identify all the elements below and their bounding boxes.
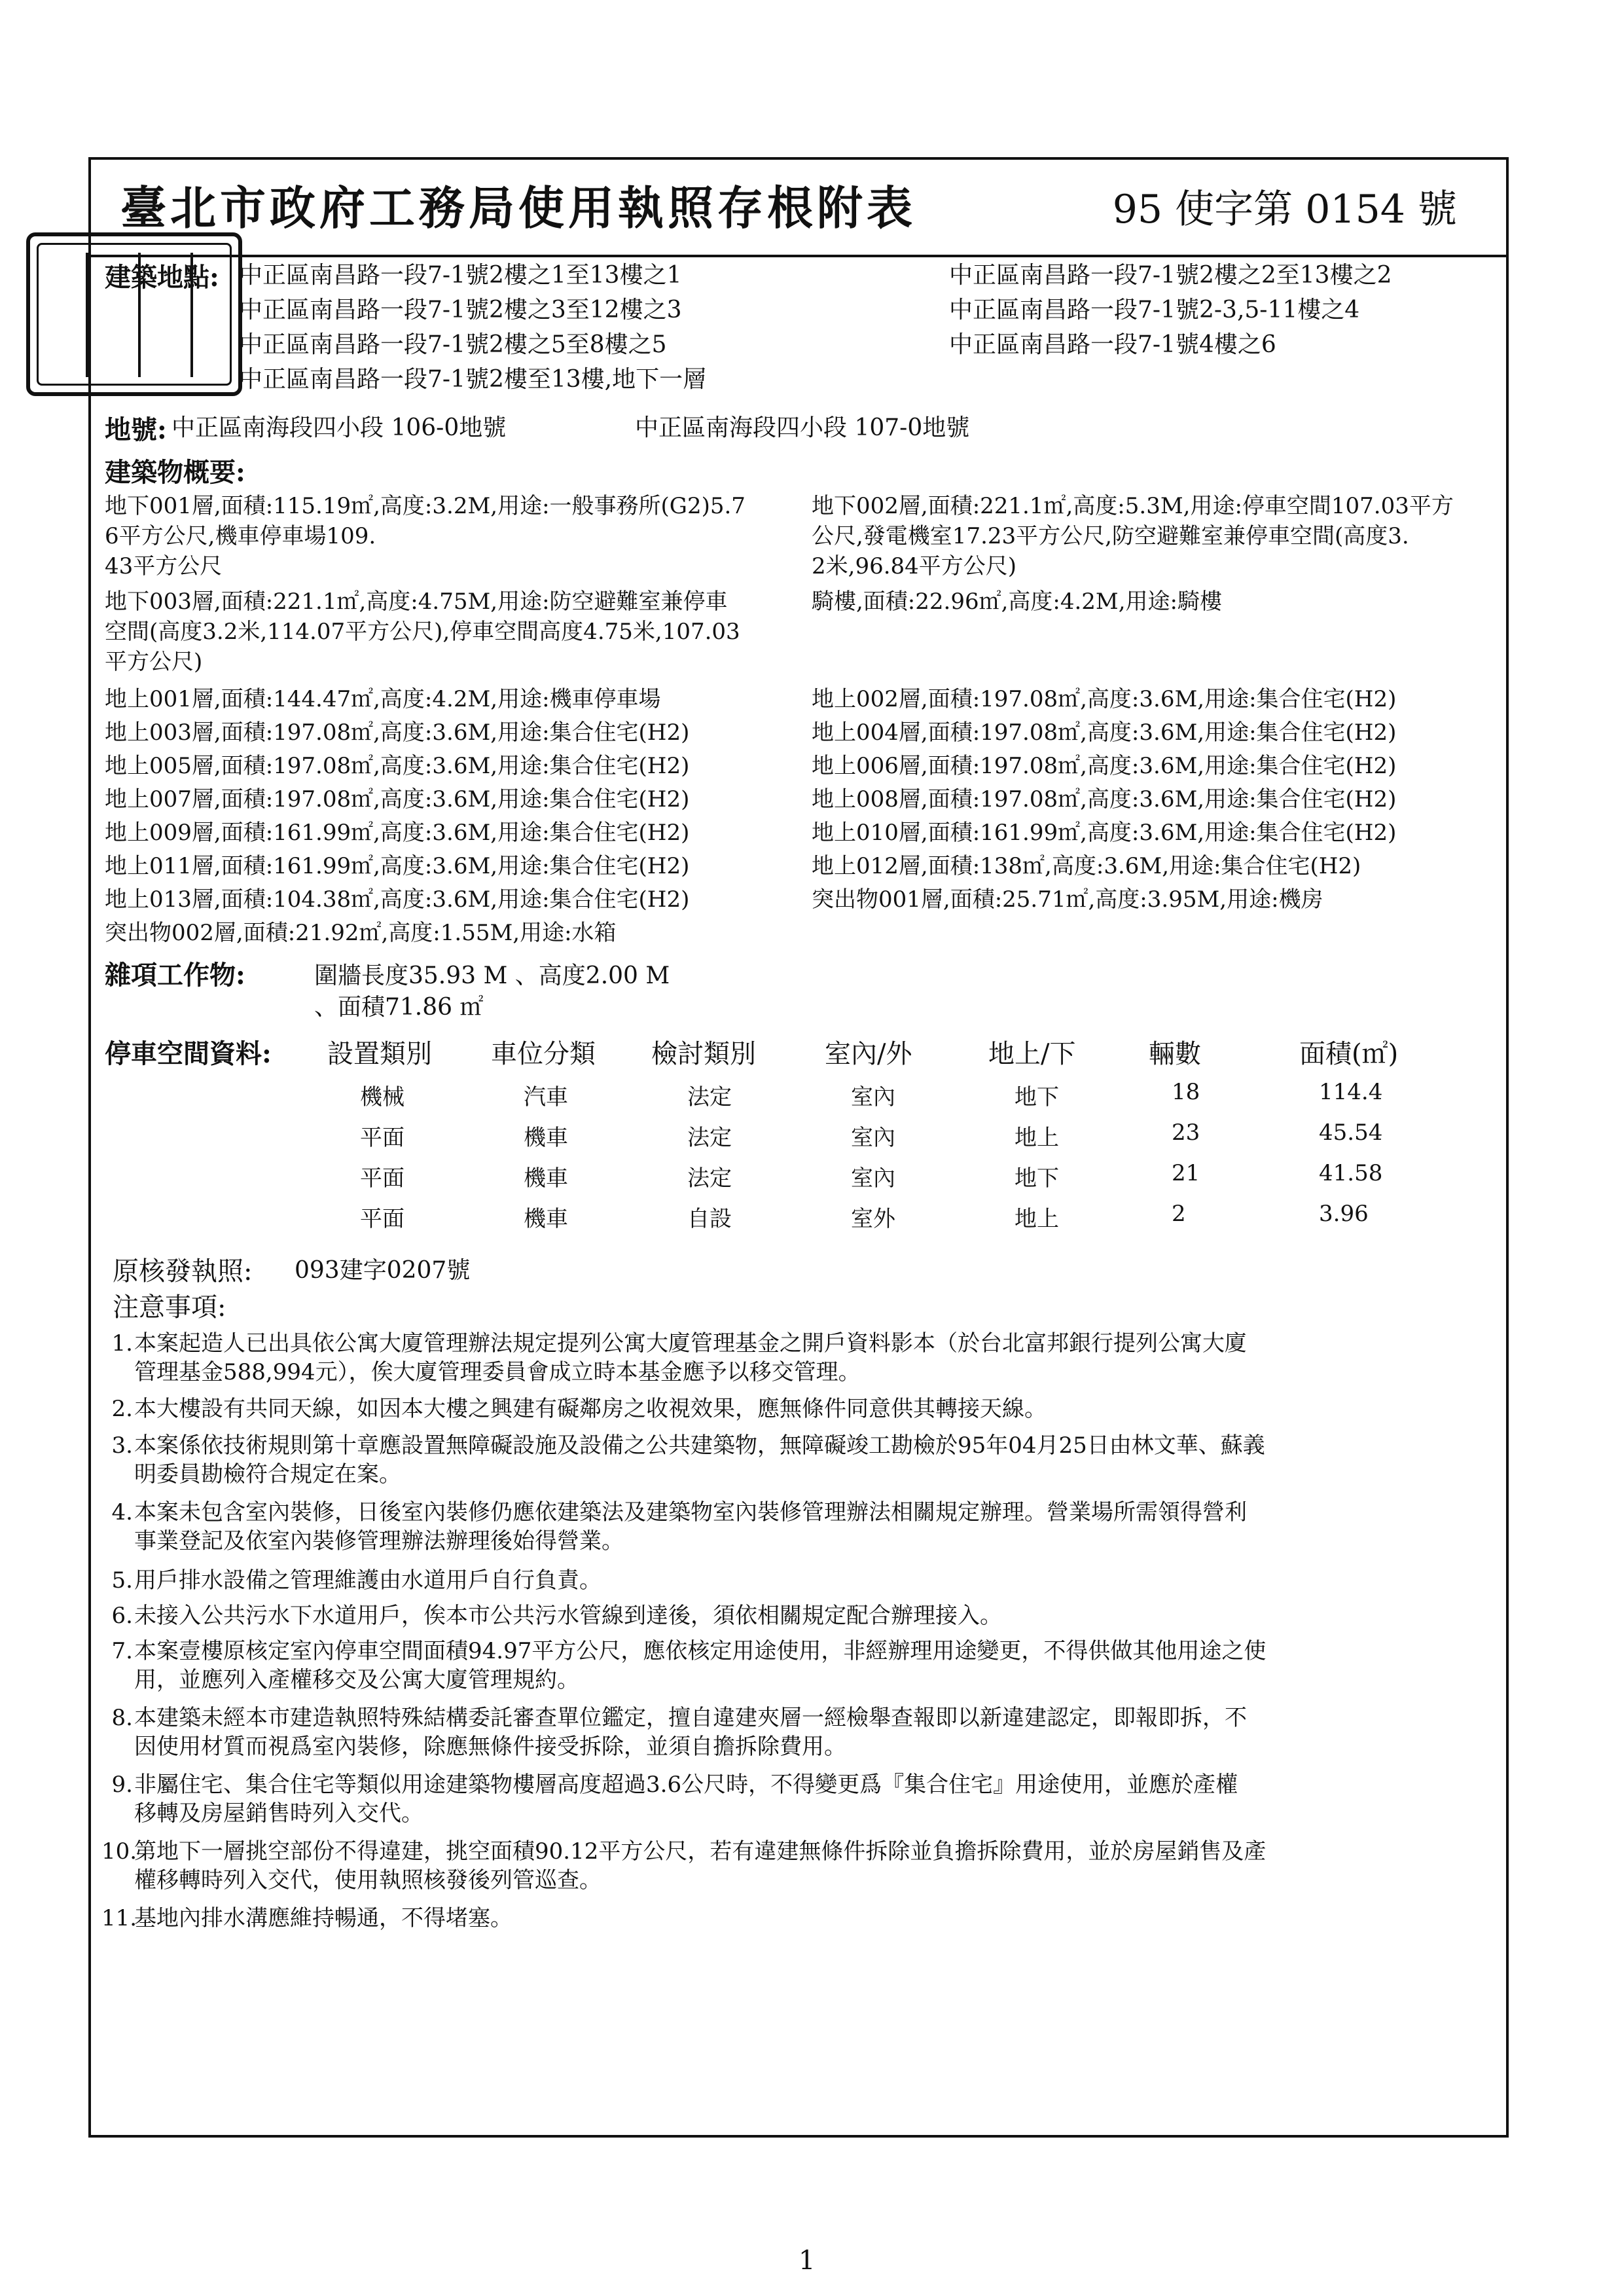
note-line: 權移轉時列入交代，使用執照核發後列管巡查。: [134, 1867, 602, 1893]
note-item-5: [111, 1566, 1502, 1595]
note-line: 本案起造人已出具依公寓大廈管理辦法規定提列公寓大廈管理基金之開戶資料影本（於台北富邦銀行提列公寓大廈: [134, 1330, 1247, 1357]
parking-header-level: 地上/下: [988, 1039, 1076, 1069]
b2-line-1: 地下002層,面積:221.1㎡,高度:5.3M,用途:停車空間107.03平方: [812, 493, 1454, 519]
floor-left-3: 地上005層,面積:197.08㎡,高度:3.6M,用途:集合住宅(H2): [105, 753, 690, 779]
parking-cell: 41.58: [1319, 1160, 1383, 1186]
parking-cell: 地上: [1015, 1206, 1059, 1232]
parking-cell: 2: [1172, 1201, 1186, 1227]
location-right-2: 中正區南昌路一段7-1號2-3,5-11樓之4: [949, 297, 1360, 323]
floor-right-6: 地上012層,面積:138㎡,高度:3.6M,用途:集合住宅(H2): [812, 853, 1361, 879]
parking-cell: 114.4: [1319, 1079, 1383, 1105]
original-permit-label: 原核發執照:: [113, 1256, 253, 1286]
location-right-3: 中正區南昌路一段7-1號4樓之6: [949, 331, 1276, 358]
note-item-3: [111, 1431, 1502, 1489]
location-right-1: 中正區南昌路一段7-1號2樓之2至13樓之2: [949, 262, 1392, 289]
location-left-4: 中正區南昌路一段7-1號2樓至13樓,地下一層: [239, 366, 707, 393]
floor-left-4: 地上007層,面積:197.08㎡,高度:3.6M,用途:集合住宅(H2): [105, 786, 690, 812]
parking-cell: 室內: [851, 1125, 895, 1151]
note-number: 2.: [111, 1396, 133, 1422]
note-item-9: [111, 1770, 1502, 1828]
parking-header-type: 設置類別: [327, 1039, 432, 1069]
parking-header-area: 面積(㎡): [1299, 1039, 1399, 1069]
lot-value-2: 中正區南海段四小段 107-0地號: [635, 414, 970, 441]
note-number: 5.: [111, 1567, 133, 1594]
note-line: 本大樓設有共同天線，如因本大樓之興建有礙鄰房之收視效果，應無條件同意供其轉接天線。: [134, 1396, 1047, 1422]
parking-cell: 室內: [851, 1165, 895, 1192]
note-number: 3.: [111, 1432, 133, 1459]
parking-header-review: 檢討類別: [651, 1039, 756, 1069]
floor-left-6: 地上011層,面積:161.99㎡,高度:3.6M,用途:集合住宅(H2): [105, 853, 690, 879]
b1-line-3: 43平方公尺: [105, 553, 223, 579]
parking-cell: 機械: [360, 1084, 404, 1110]
note-item-7: [111, 1637, 1502, 1694]
parking-header-indoor: 室內/外: [825, 1039, 912, 1069]
note-number: 8.: [111, 1705, 133, 1731]
parking-header-vehicle: 車位分類: [491, 1039, 596, 1069]
parking-cell: 地上: [1015, 1125, 1059, 1151]
misc-line-1: 圍牆長度35.93 M 、高度2.00 M: [314, 962, 670, 989]
parking-cell: 23: [1172, 1120, 1200, 1146]
parking-cell: 機車: [524, 1206, 568, 1232]
note-line: 第地下一層挑空部份不得違建，挑空面積90.12平方公尺，若有違建無條件拆除並負擔拆除費用，並於房屋銷售及產: [134, 1838, 1267, 1865]
b1-line-1: 地下001層,面積:115.19㎡,高度:3.2M,用途:一般事務所(G2)5.7: [105, 493, 746, 519]
misc-line-2: 、面積71.86 ㎡: [314, 994, 484, 1021]
parking-cell: 機車: [524, 1125, 568, 1151]
location-left-3: 中正區南昌路一段7-1號2樓之5至8樓之5: [239, 331, 667, 358]
note-item-11: [101, 1904, 1502, 1933]
b3-line-2: 空間(高度3.2米,114.07平方公尺),停車空間高度4.75米,107.03: [105, 619, 740, 645]
note-line: 用，並應列入產權移交及公寓大廈管理規約。: [134, 1667, 579, 1693]
floor-left-5: 地上009層,面積:161.99㎡,高度:3.6M,用途:集合住宅(H2): [105, 820, 690, 846]
note-item-8: [111, 1704, 1502, 1761]
floor-right-7: 突出物001層,面積:25.71㎡,高度:3.95M,用途:機房: [812, 886, 1323, 913]
parking-cell: 自設: [687, 1206, 732, 1232]
note-line: 管理基金588,994元），俟大廈管理委員會成立時本基金應予以移交管理。: [134, 1359, 861, 1385]
permit-number: 95 使字第 0154 號: [1112, 187, 1457, 232]
note-line: 明委員勘檢符合規定在案。: [134, 1461, 401, 1487]
b3-line-3: 平方公尺): [105, 649, 203, 675]
parking-cell: 法定: [687, 1084, 732, 1110]
parking-cell: 法定: [687, 1125, 732, 1151]
b3-line-1: 地下003層,面積:221.1㎡,高度:4.75M,用途:防空避難室兼停車: [105, 589, 728, 615]
parking-cell: 地下: [1015, 1084, 1059, 1110]
document-title: 臺北市政府工務局使用執照存根附表: [120, 181, 916, 235]
parking-cell: 3.96: [1319, 1201, 1369, 1227]
parking-cell: 平面: [360, 1206, 404, 1232]
note-line: 基地內排水溝應維持暢通，不得堵塞。: [134, 1905, 512, 1931]
parking-cell: 汽車: [524, 1084, 568, 1110]
note-line: 本案壹樓原核定室內停車空間面積94.97平方公尺，應依核定用途使用，非經辦理用途變更，不得供做其他用途之使: [134, 1638, 1267, 1664]
note-number: 4.: [111, 1499, 133, 1525]
floor-left-2: 地上003層,面積:197.08㎡,高度:3.6M,用途:集合住宅(H2): [105, 720, 690, 746]
parking-cell: 室內: [851, 1084, 895, 1110]
floor-left-8: 突出物002層,面積:21.92㎡,高度:1.55M,用途:水箱: [105, 920, 617, 946]
b2-line-2: 公尺,發電機室17.23平方公尺,防空避難室兼停車空間(高度3.: [812, 523, 1409, 549]
note-number: 11.: [101, 1905, 137, 1931]
parking-cell: 機車: [524, 1165, 568, 1192]
location-left-1: 中正區南昌路一段7-1號2樓之1至13樓之1: [239, 262, 682, 289]
note-line: 移轉及房屋銷售時列入交代。: [134, 1800, 423, 1827]
note-number: 7.: [111, 1638, 133, 1664]
note-line: 事業登記及依室內裝修管理辦法辦理後始得營業。: [134, 1528, 624, 1554]
parking-cell: 平面: [360, 1125, 404, 1151]
floor-right-1: 地上002層,面積:197.08㎡,高度:3.6M,用途:集合住宅(H2): [812, 686, 1397, 712]
parking-cell: 45.54: [1319, 1120, 1383, 1146]
floor-left-7: 地上013層,面積:104.38㎡,高度:3.6M,用途:集合住宅(H2): [105, 886, 690, 913]
floor-right-3: 地上006層,面積:197.08㎡,高度:3.6M,用途:集合住宅(H2): [812, 753, 1397, 779]
lot-value-1: 中正區南海段四小段 106-0地號: [171, 414, 507, 441]
floor-right-5: 地上010層,面積:161.99㎡,高度:3.6M,用途:集合住宅(H2): [812, 820, 1397, 846]
note-number: 6.: [111, 1603, 133, 1629]
floor-right-2: 地上004層,面積:197.08㎡,高度:3.6M,用途:集合住宅(H2): [812, 720, 1397, 746]
note-number: 1.: [111, 1330, 133, 1357]
note-item-6: [111, 1601, 1502, 1630]
original-permit-value: 093建字0207號: [295, 1257, 471, 1284]
location-label: 建築地點:: [105, 262, 219, 293]
note-line: 本案係依技術規則第十章應設置無障礙設施及設備之公共建築物，無障礙竣工勘檢於95年04月25日由林文華、蘇義: [134, 1432, 1265, 1459]
note-number: 9.: [111, 1772, 133, 1798]
parking-cell: 地下: [1015, 1165, 1059, 1192]
parking-header-count: 輛數: [1149, 1039, 1201, 1069]
floor-left-1: 地上001層,面積:144.47㎡,高度:4.2M,用途:機車停車場: [105, 686, 661, 712]
note-line: 因使用材質而視爲室內裝修，除應無條件接受拆除，並須自擔拆除費用。: [134, 1734, 846, 1760]
note-line: 本建築未經本市建造執照特殊結構委託審查單位鑑定，擅自違建夾層一經檢舉查報即以新違建認定，即報即拆，不: [134, 1705, 1247, 1731]
note-line: 非屬住宅、集合住宅等類似用途建築物樓層高度超過3.6公尺時，不得變更爲『集合住宅』用途使用，並應於產權: [134, 1772, 1238, 1798]
parking-cell: 21: [1172, 1160, 1200, 1186]
parking-cell: 18: [1172, 1079, 1200, 1105]
lot-label: 地號:: [105, 414, 167, 445]
parking-label: 停車空間資料:: [105, 1038, 272, 1069]
note-item-2: [111, 1394, 1502, 1423]
page-number: 1: [799, 2246, 816, 2276]
b1-line-2: 6平方公尺,機車停車場109.: [105, 523, 376, 549]
notes-label: 注意事項:: [113, 1292, 226, 1322]
location-left-2: 中正區南昌路一段7-1號2樓之3至12樓之3: [239, 297, 682, 323]
note-item-10: [101, 1837, 1502, 1895]
floor-right-4: 地上008層,面積:197.08㎡,高度:3.6M,用途:集合住宅(H2): [812, 786, 1397, 812]
parking-cell: 室外: [851, 1206, 895, 1232]
overview-label: 建築物概要:: [105, 457, 245, 488]
note-line: 用戶排水設備之管理維護由水道用戶自行負責。: [134, 1567, 602, 1594]
b2-line-3: 2米,96.84平方公尺): [812, 553, 1017, 579]
arcade-line: 騎樓,面積:22.96㎡,高度:4.2M,用途:騎樓: [812, 589, 1223, 615]
parking-cell: 法定: [687, 1165, 732, 1192]
note-item-1: [111, 1329, 1502, 1387]
note-line: 本案未包含室內裝修，日後室內裝修仍應依建築法及建築物室內裝修管理辦法相關規定辦理。營業場所需領得營利: [134, 1499, 1247, 1525]
note-item-4: [111, 1498, 1502, 1556]
note-number: 10.: [101, 1838, 137, 1865]
note-line: 未接入公共污水下水道用戶，俟本市公共污水管線到達後，須依相關規定配合辦理接入。: [134, 1603, 1002, 1629]
parking-cell: 平面: [360, 1165, 404, 1192]
misc-label: 雜項工作物:: [105, 960, 245, 991]
